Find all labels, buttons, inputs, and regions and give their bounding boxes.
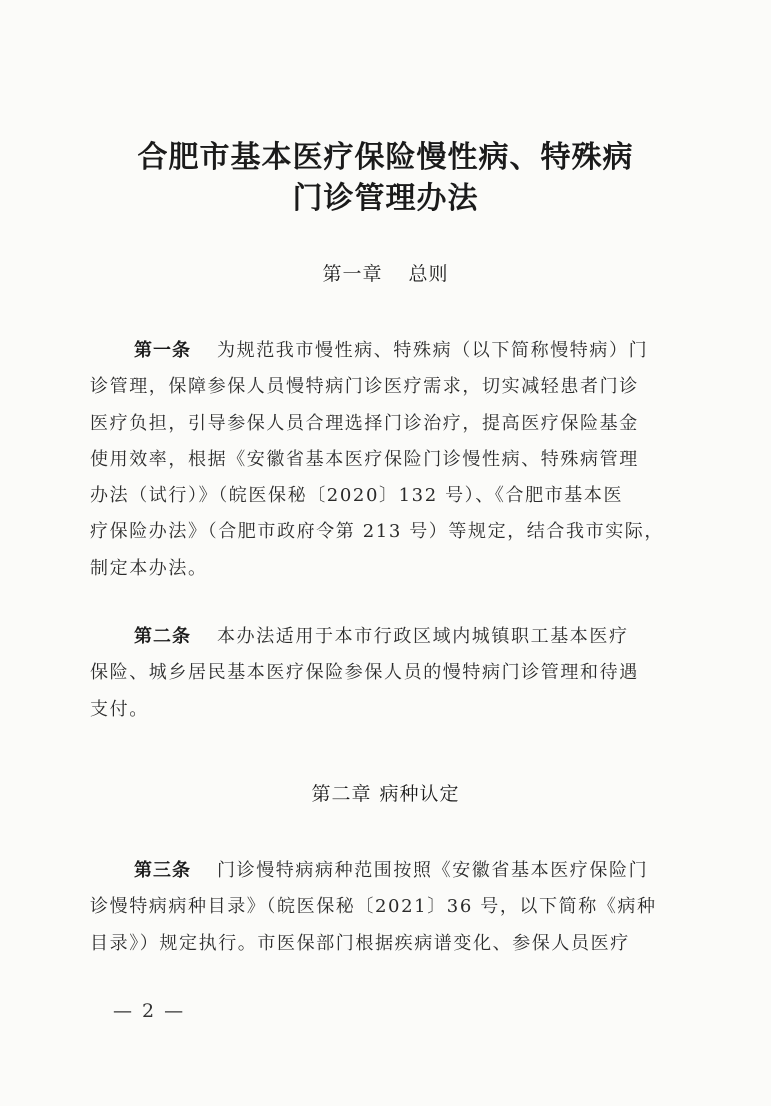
document-title-line-1: 合肥市基本医疗保险慢性病、特殊病 [137,140,634,175]
chapter-name: 总则 [408,263,449,285]
article-line: 医疗负担，引导参保人员合理选择门诊治疗，提高医疗保险基金 [90,412,639,434]
article-lead: 第三条 [134,860,191,881]
article-line: 诊管理，保障参保人员慢特病门诊医疗需求，切实减轻患者门诊 [90,376,639,398]
article-3 [90,853,690,962]
chapter-name: 病种认定 [379,783,460,805]
article-line: 疗保险办法》（合肥市政府令第 213 号）等规定，结合我市实际， [90,521,664,543]
article-line: 保险、城乡居民基本医疗保险参保人员的慢特病门诊管理和待遇 [90,662,639,684]
article-line: 支付。 [90,698,149,720]
article-2 [90,619,690,728]
article-line: 目录》）规定执行。市医保部门根据疾病谱变化、参保人员医疗 [90,932,630,954]
article-line: 第二条 本办法适用于本市行政区域内城镇职工基本医疗 [134,626,629,647]
chapter-number: 第二章 [311,783,372,805]
article-line: 诊慢特病病种目录》（皖医保秘〔2021〕36 号，以下简称《病种 [90,896,657,918]
article-1 [90,333,690,587]
chapter-2-heading [0,779,771,806]
article-line: 第三条 门诊慢特病病种范围按照《安徽省基本医疗保险门 [134,860,649,881]
article-line: 第一条 为规范我市慢性病、特殊病（以下简称慢特病）门 [134,340,649,361]
article-line: 使用效率，根据《安徽省基本医疗保险门诊慢性病、特殊病管理 [90,448,639,470]
article-line: 制定本办法。 [90,557,208,579]
page-number: — 2 — [113,1000,186,1022]
chapter-1-heading [0,259,771,286]
document-title-line-2: 门诊管理办法 [292,181,479,216]
article-lead: 第一条 [134,340,191,361]
article-lead: 第二条 [134,626,191,647]
article-line: 办法（试行）》（皖医保秘〔2020〕132 号）、《合肥市基本医 [90,485,624,507]
chapter-number: 第一章 [322,263,383,285]
